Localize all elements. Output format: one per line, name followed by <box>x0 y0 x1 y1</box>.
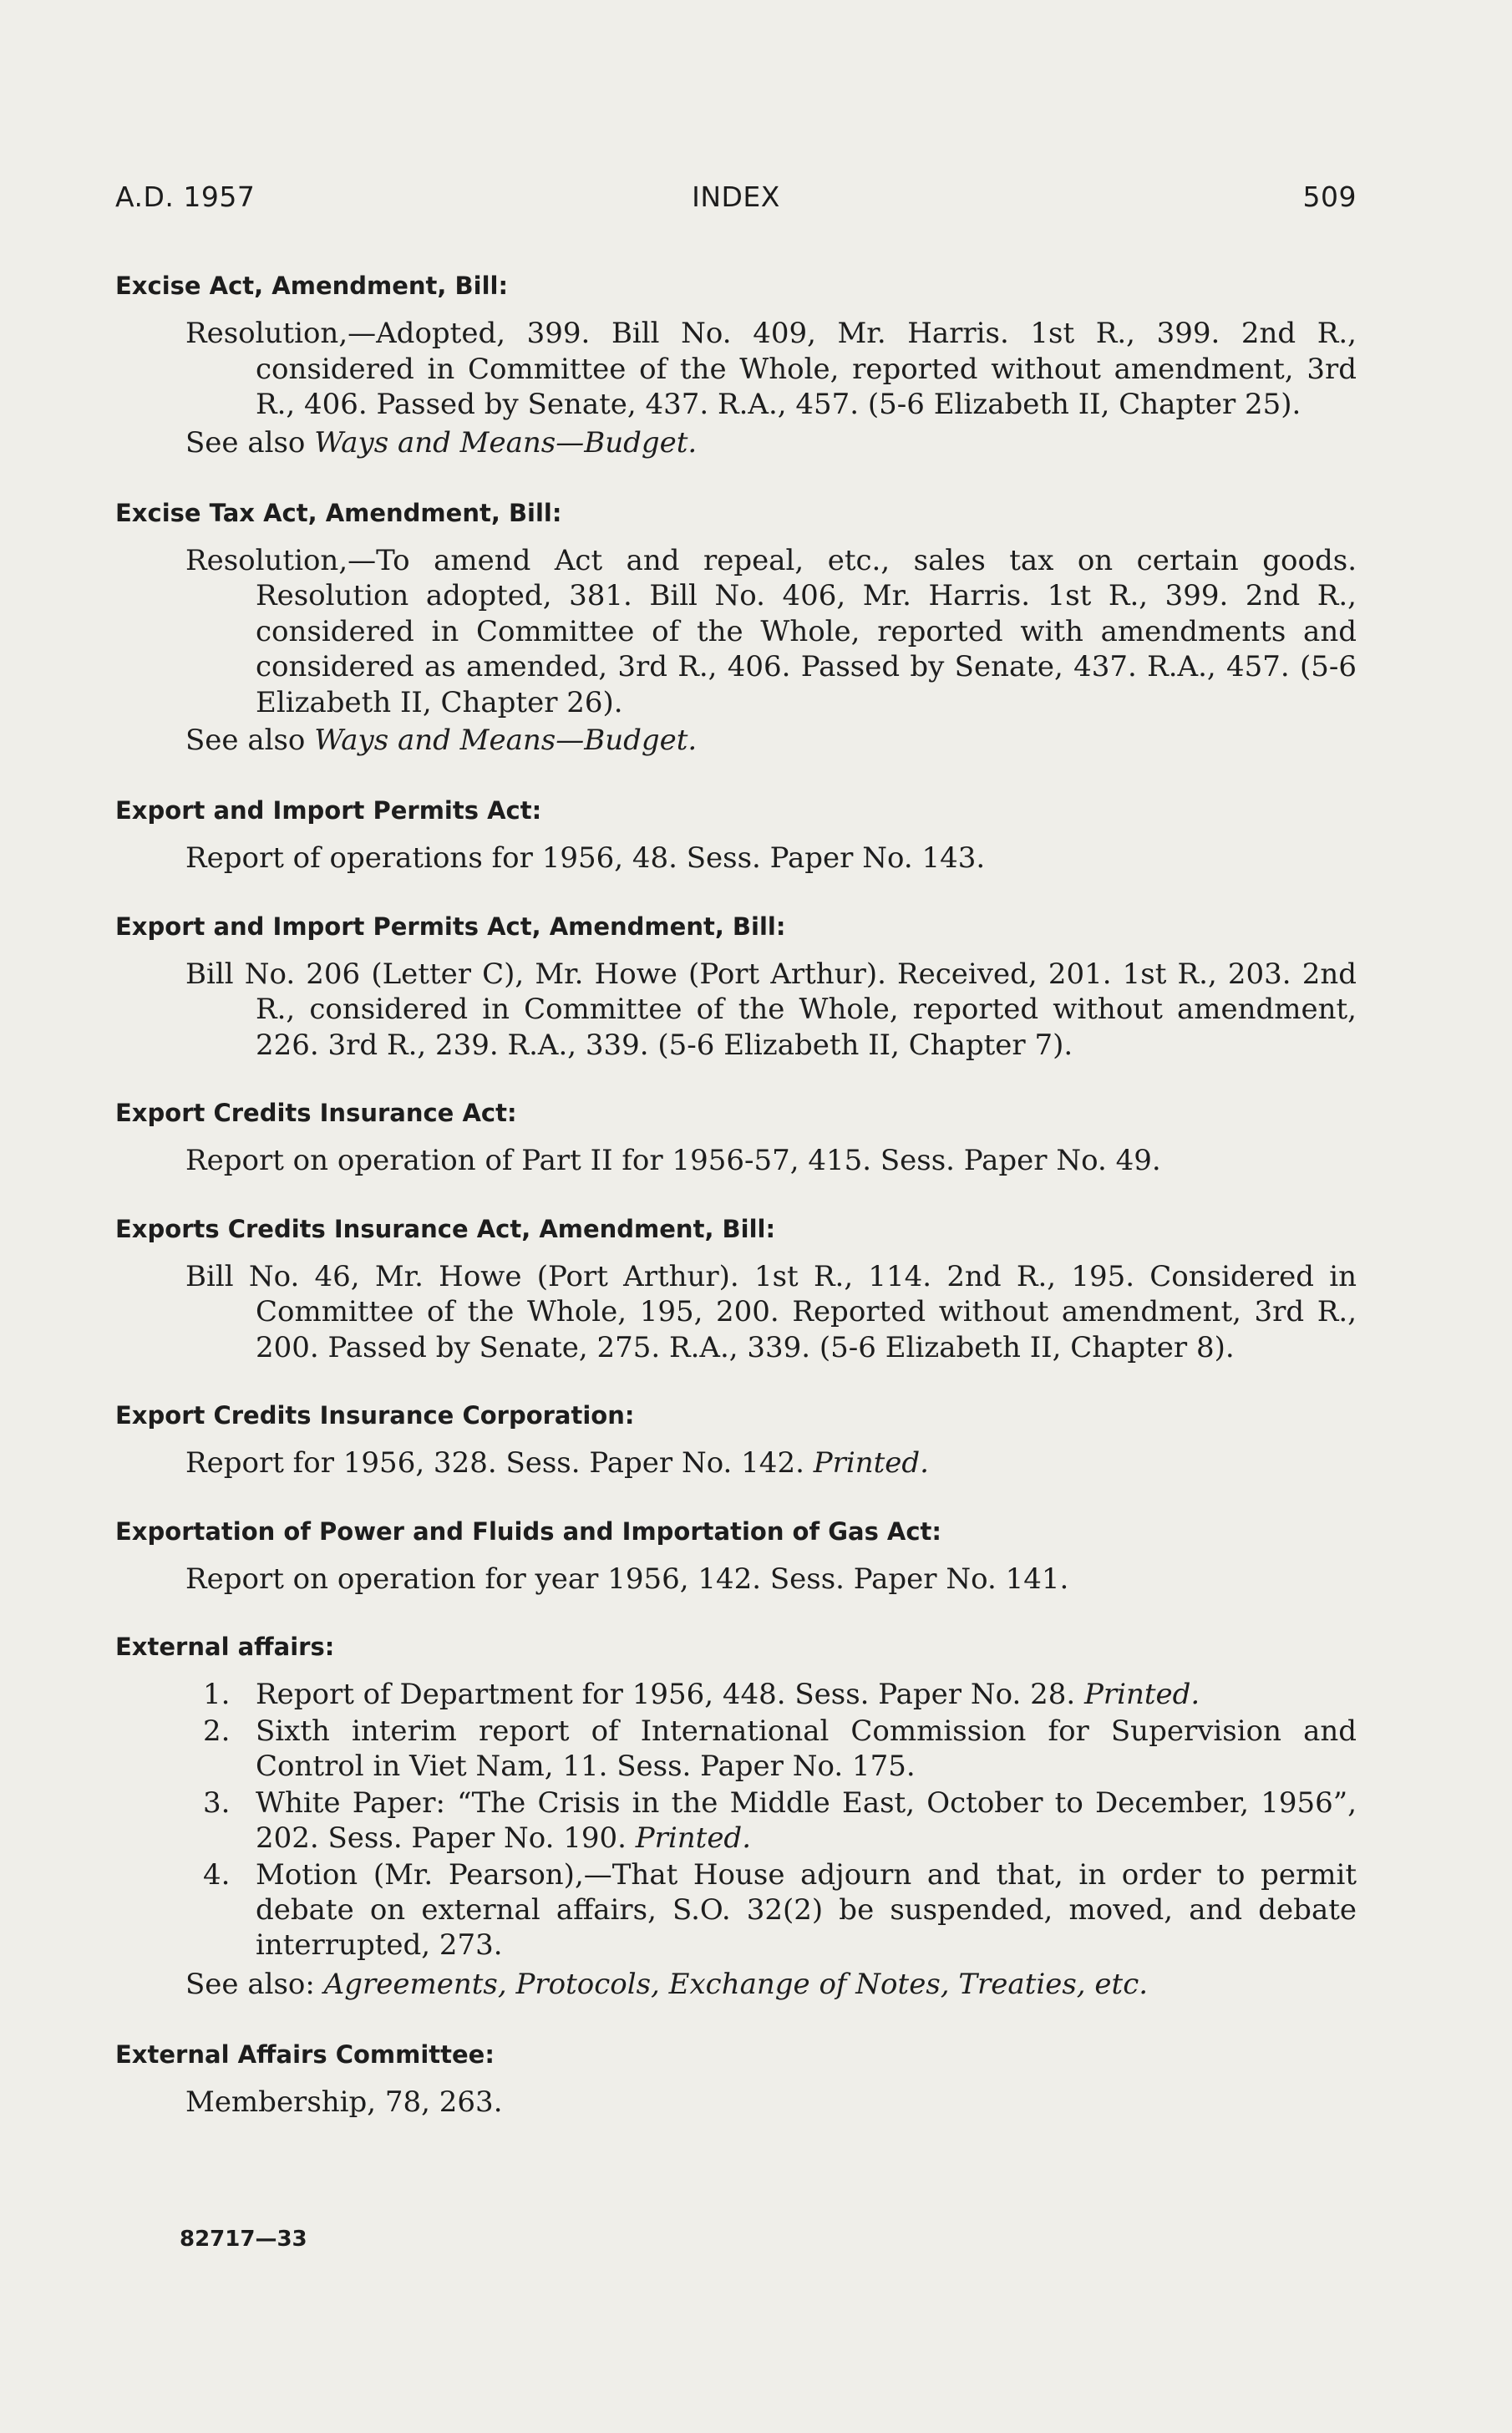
print-code: 82717—33 <box>180 2227 307 2252</box>
entry-text: Membership, 78, 263. <box>185 2085 503 2119</box>
see-also-prefix: See also <box>185 724 315 757</box>
see-also <box>185 720 1357 760</box>
index-entry <box>115 1212 1357 1366</box>
page-number: 509 <box>1302 180 1357 213</box>
entry-text: Report on operation of Part II for 1956-57, 415. Sess. Paper No. 49. <box>185 1144 1161 1177</box>
index-entry <box>115 794 1357 876</box>
item-text: Report of Department for 1956, 448. Sess. Paper No. 28. <box>256 1678 1084 1711</box>
index-entry <box>115 269 1357 463</box>
see-also <box>185 423 1357 463</box>
header-year: A.D. 1957 <box>115 180 256 213</box>
item-text: Sixth interim report of International Commission for Supervision and Control in Viet Nam, 11. Sess. Paper No. 175. <box>256 1714 1357 1783</box>
index-entry-external-affairs <box>115 1630 1357 2004</box>
entry-heading: External affairs: <box>115 1633 335 1661</box>
entry-heading: Excise Act, Amendment, Bill: <box>115 272 509 300</box>
numbered-list <box>115 1677 1357 1963</box>
index-entry <box>115 2038 1357 2121</box>
entry-heading: Export and Import Permits Act, Amendment, Bill: <box>115 912 786 941</box>
item-italic: Printed. <box>1083 1678 1200 1711</box>
index-entry <box>115 1399 1357 1481</box>
item-number: 3. <box>203 1786 231 1820</box>
entry-heading: Excise Tax Act, Amendment, Bill: <box>115 498 562 527</box>
entry-text: Resolution,—Adopted, 399. Bill No. 409, Mr. Harris. 1st R., 399. 2nd R., considered in Committee of the Whole, reported without amendment, 3rd R., 406. Passed by Senate, 437. R.A., 457. (5-6 Elizabeth II, Chapter 25). <box>185 317 1357 421</box>
item-text: Motion (Mr. Pearson),—That House adjourn and that, in order to permit debate on external affairs, S.O. 32(2) be suspended, moved, and debate interrupted, 273. <box>256 1858 1357 1962</box>
index-entry <box>115 1096 1357 1179</box>
entry-heading: Exportation of Power and Fluids and Importation of Gas Act: <box>115 1516 942 1546</box>
entry-heading: Exports Credits Insurance Act, Amendment, Bill: <box>115 1214 776 1243</box>
see-also-reference: Ways and Means—Budget. <box>314 425 698 460</box>
index-content <box>115 269 1357 2154</box>
list-item <box>115 1677 1357 1712</box>
entry-text: Bill No. 206 (Letter C), Mr. Howe (Port Arthur). Received, 201. 1st R., 203. 2nd R., considered in Committee of the Whole, reported without amendment, 226. 3rd R., 239. R.A., 339. (5-6 Elizabeth II, Chapter 7). <box>185 957 1357 1062</box>
entry-text <box>185 1445 1357 1481</box>
list-item <box>115 1714 1357 1784</box>
index-entry <box>115 496 1357 761</box>
entry-text: Resolution,—To amend Act and repeal, etc., sales tax on certain goods. Resolution adopted, 381. Bill No. 406, Mr. Harris. 1st R., 399. 2nd R., considered in Committee of the Whole, reported with amendments and considered as amended, 3rd R., 406. Passed by Senate, 437. R.A., 457. (5-6 Elizabeth II, Chapter 26). <box>185 543 1357 719</box>
entry-text: Bill No. 46, Mr. Howe (Port Arthur). 1st R., 114. 2nd R., 195. Considered in Committee of the Whole, 195, 200. Reported without amendment, 3rd R., 200. Passed by Senate, 275. R.A., 339. (5-6 Elizabeth II, Chapter 8). <box>185 1259 1357 1364</box>
entry-heading: External Affairs Committee: <box>115 2040 495 2069</box>
entry-heading: Export and Import Permits Act: <box>115 796 542 825</box>
entry-text-plain: Report for 1956, 328. Sess. Paper No. 142. <box>185 1446 814 1480</box>
entry-heading: Export Credits Insurance Act: <box>115 1099 517 1127</box>
entry-text: Report of operations for 1956, 48. Sess. Paper No. 143. <box>185 841 986 875</box>
see-also <box>185 1964 1357 2004</box>
index-entry <box>115 1515 1357 1597</box>
item-number: 2. <box>203 1714 231 1748</box>
entry-text-italic: Printed. <box>813 1446 929 1480</box>
item-text: White Paper: “The Crisis in the Middle East, October to December, 1956”, 202. Sess. Paper No. 190. <box>256 1786 1357 1855</box>
item-number: 1. <box>203 1678 231 1711</box>
see-also-reference: Ways and Means—Budget. <box>314 724 698 757</box>
list-item <box>115 1857 1357 1963</box>
entry-text: Report on operation for year 1956, 142. Sess. Paper No. 141. <box>185 1562 1069 1596</box>
header-title: INDEX <box>692 180 780 213</box>
see-also-prefix: See also: <box>185 1968 324 2001</box>
entry-heading: Export Credits Insurance Corporation: <box>115 1401 635 1430</box>
item-italic: Printed. <box>635 1821 752 1855</box>
list-item <box>115 1785 1357 1856</box>
see-also-prefix: See also <box>185 425 315 460</box>
see-also-reference: Agreements, Protocols, Exchange of Notes, Treaties, etc. <box>323 1968 1149 2001</box>
index-entry <box>115 910 1357 1064</box>
item-number: 4. <box>203 1858 231 1892</box>
